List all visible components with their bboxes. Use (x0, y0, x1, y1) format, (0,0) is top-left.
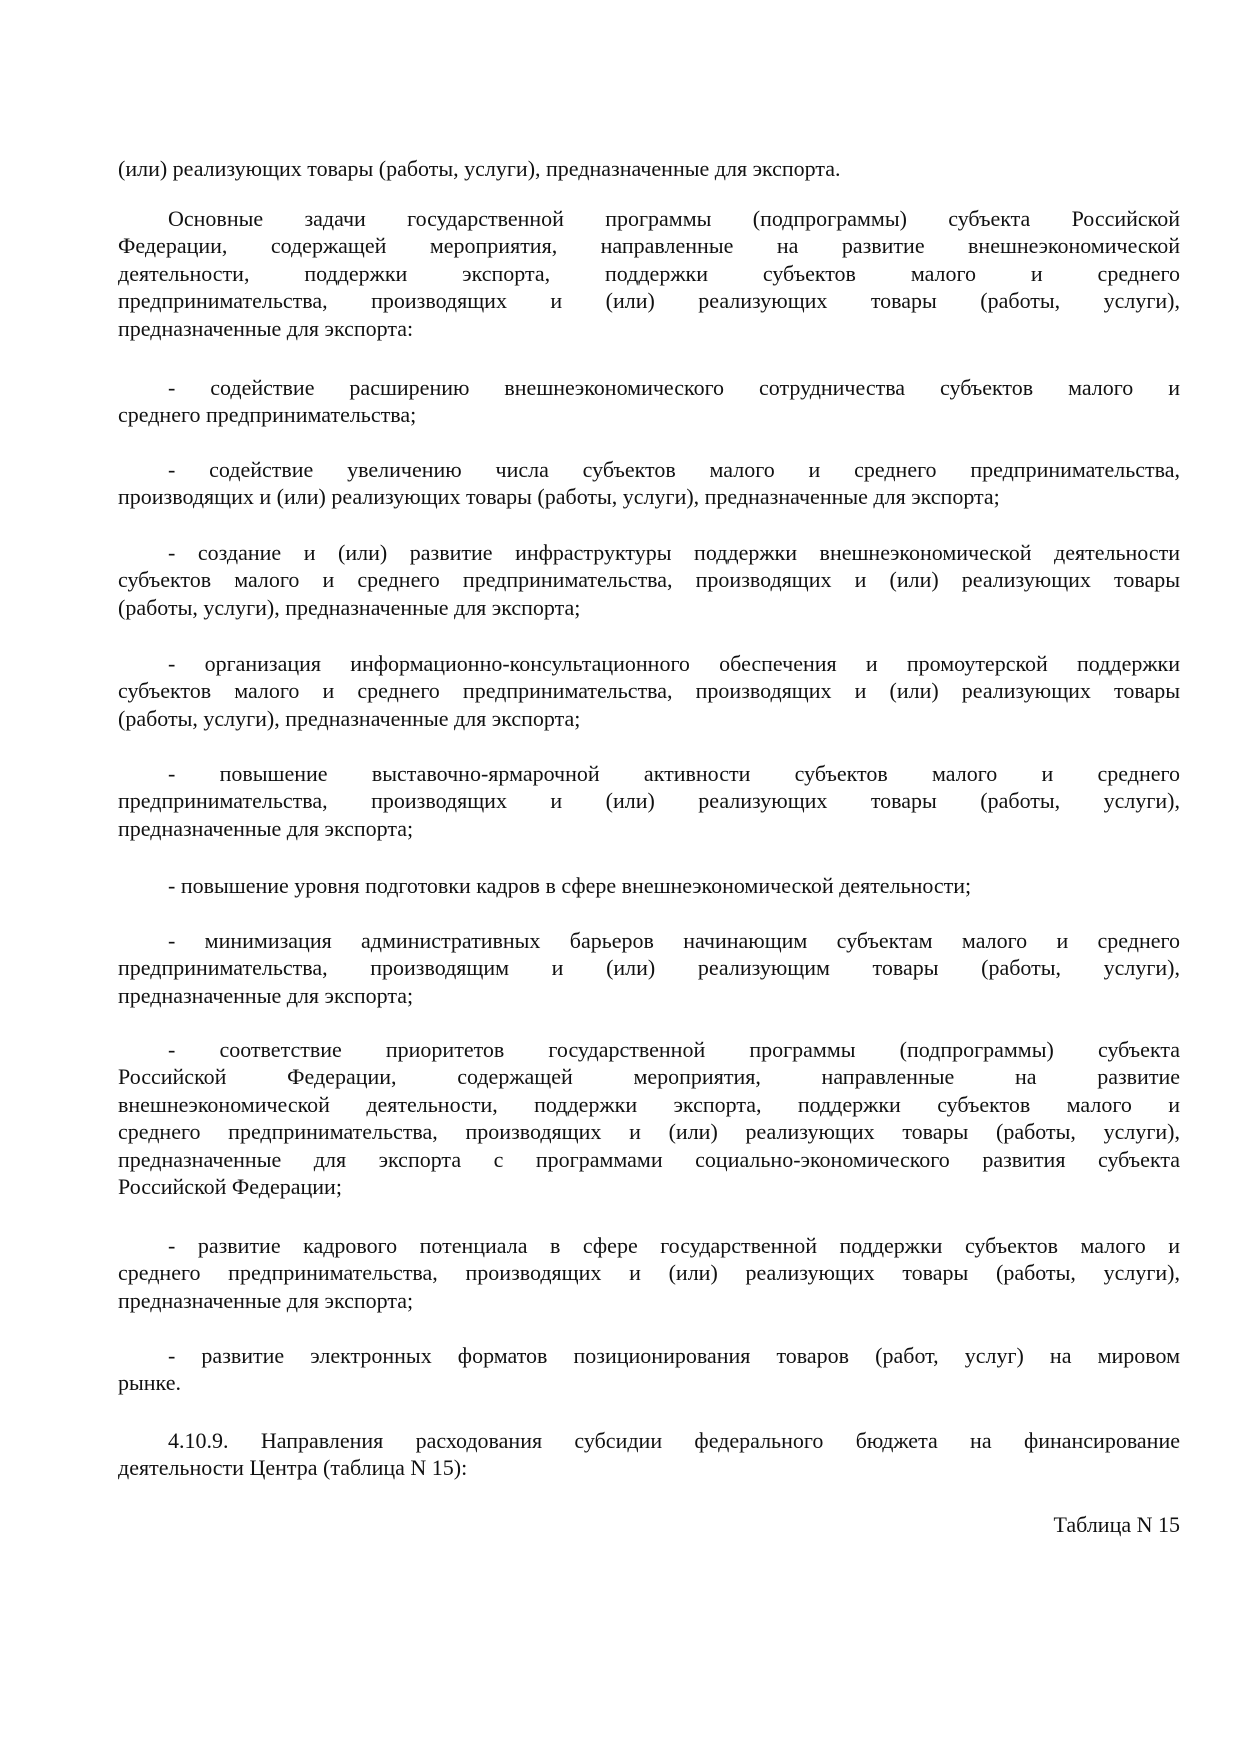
paragraph (118, 650, 1180, 732)
paragraph-line: - повышение выставочно-ярмарочной активности субъектов малого и среднего (168, 761, 1180, 786)
paragraph-line: - развитие кадрового потенциала в сфере государственной поддержки субъектов малого и (168, 1233, 1180, 1258)
paragraph-line: 4.10.9. Направления расходования субсидии федерального бюджета на финансирование (168, 1428, 1180, 1453)
paragraph (118, 374, 1180, 429)
paragraph-line: производящих и (или) реализующих товары (работы, услуги), предназначенные для экспорта; (118, 484, 1000, 510)
paragraph-line: среднего предпринимательства; (118, 402, 417, 428)
paragraph-line: - соответствие приоритетов государственной программы (подпрограммы) субъекта (168, 1037, 1180, 1062)
paragraph-line: субъектов малого и среднего предпринимательства, производящих и (или) реализующих товары (118, 567, 1180, 593)
paragraph-line: - минимизация административных барьеров начинающим субъектам малого и среднего (168, 928, 1180, 953)
paragraph (118, 155, 1180, 182)
paragraph-line: деятельности Центра (таблица N 15): (118, 1455, 468, 1481)
paragraph (118, 760, 1180, 842)
paragraph-line: предпринимательства, производящих и (или) реализующих товары (работы, услуги), (118, 288, 1180, 314)
paragraph-line: среднего предпринимательства, производящих и (или) реализующих товары (работы, услуги), (118, 1260, 1180, 1286)
paragraph-line: среднего предпринимательства, производящих и (или) реализующих товары (работы, услуги), (118, 1119, 1180, 1145)
paragraph-line: субъектов малого и среднего предпринимательства, производящих и (или) реализующих товары (118, 678, 1180, 704)
paragraph (118, 1427, 1180, 1482)
paragraph-line: внешнеэкономической деятельности, поддержки экспорта, поддержки субъектов малого и (118, 1091, 1180, 1117)
paragraph-line: (работы, услуги), предназначенные для экспорта; (118, 594, 581, 620)
table-caption: Таблица N 15 (1053, 1512, 1180, 1537)
paragraph-line: - содействие расширению внешнеэкономического сотрудничества субъектов малого и (168, 375, 1180, 400)
paragraph-line: Федерации, содержащей мероприятия, направленные на развитие внешнеэкономической (118, 233, 1180, 259)
paragraph-line: предназначенные для экспорта; (118, 815, 414, 841)
paragraph (118, 539, 1180, 621)
paragraph-line: - развитие электронных форматов позиционирования товаров (работ, услуг) на мировом (168, 1343, 1180, 1368)
paragraph-line: Российской Федерации; (118, 1174, 342, 1200)
paragraph-line: Основные задачи государственной программы (подпрограммы) субъекта Российской (168, 206, 1180, 231)
paragraph (118, 456, 1180, 511)
paragraph-line: предпринимательства, производящим и (или) реализующим товары (работы, услуги), (118, 955, 1180, 981)
paragraph (118, 927, 1180, 1009)
paragraph-line: предпринимательства, производящих и (или) реализующих товары (работы, услуги), (118, 788, 1180, 814)
paragraph-line: - повышение уровня подготовки кадров в сфере внешнеэкономической деятельности; (168, 873, 972, 898)
paragraph-line: (или) реализующих товары (работы, услуги), предназначенные для экспорта. (118, 156, 841, 181)
paragraph-line: рынке. (118, 1370, 181, 1396)
paragraph-line: - содействие увеличению числа субъектов малого и среднего предпринимательства, (168, 457, 1180, 482)
paragraph (118, 872, 1180, 899)
paragraph-line: (работы, услуги), предназначенные для экспорта; (118, 705, 581, 731)
paragraph-line: Российской Федерации, содержащей мероприятия, направленные на развитие (118, 1064, 1180, 1090)
paragraph-line: - создание и (или) развитие инфраструктуры поддержки внешнеэкономической деятельности (168, 540, 1180, 565)
paragraph-line: деятельности, поддержки экспорта, поддержки субъектов малого и среднего (118, 260, 1180, 286)
paragraph (118, 1232, 1180, 1314)
paragraph-line: предназначенные для экспорта; (118, 982, 414, 1008)
paragraph-line: предназначенные для экспорта с программами социально-экономического развития субъекта (118, 1146, 1180, 1172)
paragraph-line: - организация информационно-консультационного обеспечения и промоутерской поддержки (168, 651, 1180, 676)
paragraph-line: предназначенные для экспорта; (118, 1287, 414, 1313)
paragraph (118, 1342, 1180, 1397)
paragraph (118, 205, 1180, 342)
paragraph-line: предназначенные для экспорта: (118, 315, 414, 341)
paragraph (118, 1036, 1180, 1200)
